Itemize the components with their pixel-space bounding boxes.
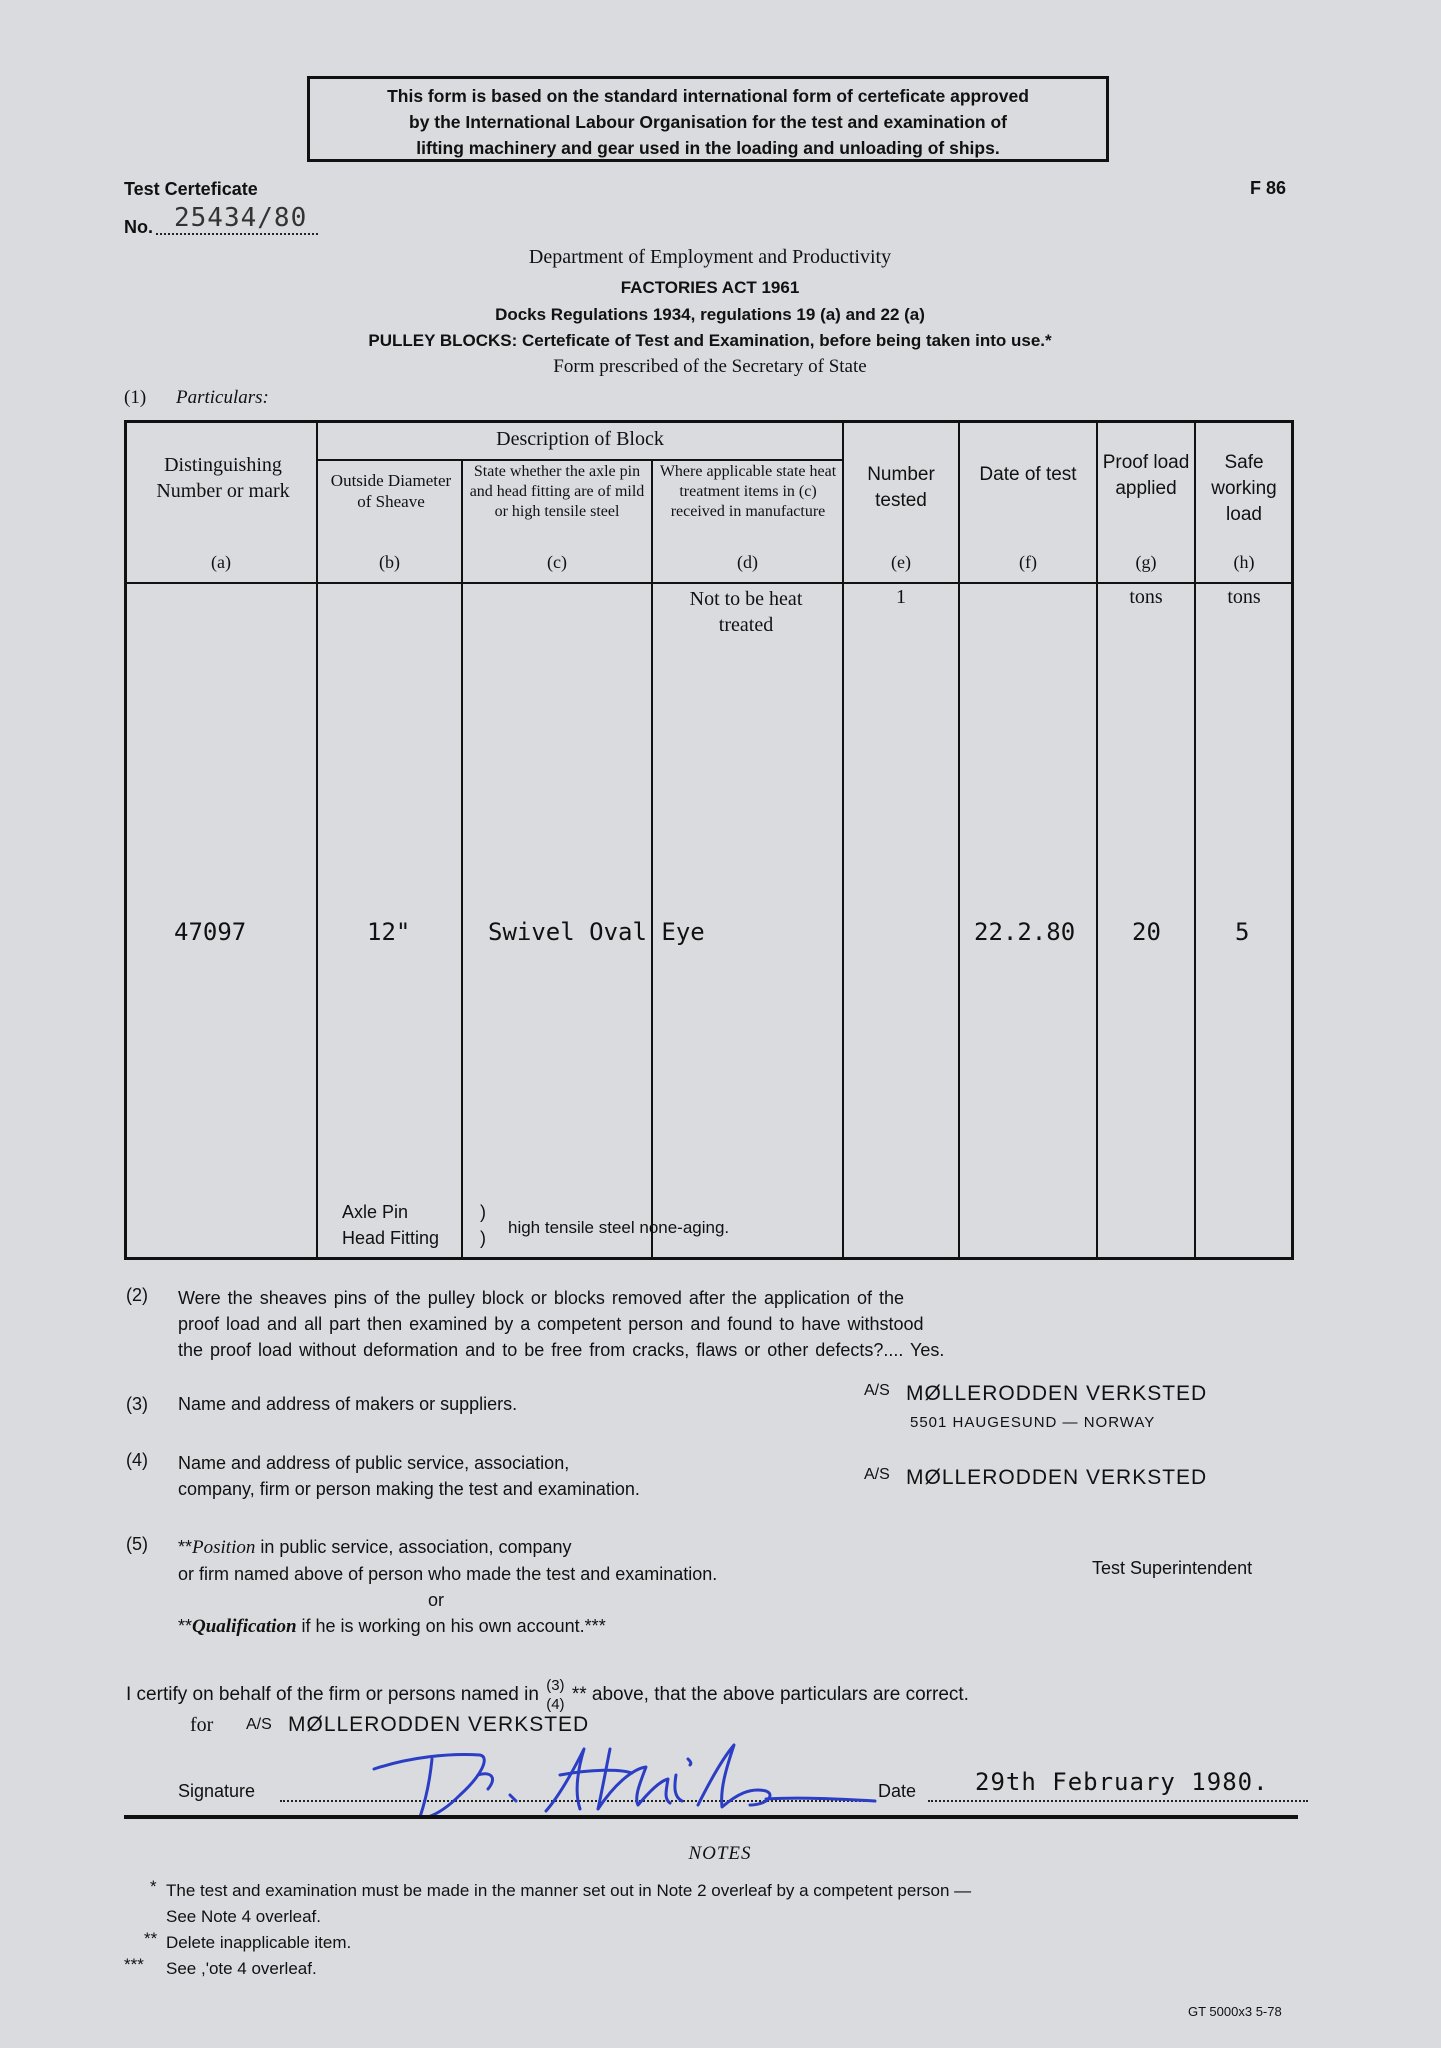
test-date-value: 22.2.80 [974,918,1076,946]
col-c-header: State whether the axle pin and head fitting are of mild or high tensile steel [469,463,645,520]
particulars-number: (1) [124,387,147,408]
q4-text [178,1450,640,1502]
note-3-mark: *** [124,1955,144,1974]
table-divider [316,420,318,1260]
safe-load-unit: tons [1227,586,1261,608]
notice-line-3: lifting machinery and gear used in the loading and unloading of ships. [416,138,1000,158]
col-a-header: Distinguishing Number or mark [156,454,290,502]
maker-address: 5501 HAUGESUND — NORWAY [910,1414,1156,1431]
for-label: for [190,1714,214,1736]
maker-company: MØLLERODDEN VERKSTED [906,1382,1208,1405]
form-code: F 86 [1250,178,1287,198]
q5-text [178,1534,717,1640]
particulars-label: Particulars: [176,387,269,408]
q5-line-2: or firm named above of person who made the test and examination. [178,1564,718,1584]
handwritten-signature [370,1735,890,1825]
col-g-letter: (g) [1135,552,1157,572]
signature-label: Signature [178,1781,256,1801]
axle-pin-label: Axle Pin [342,1202,409,1222]
as-mark: A/S [864,1382,890,1399]
date-line [928,1800,1308,1802]
for-company: MØLLERODDEN VERKSTED [288,1713,590,1736]
col-b-letter: (b) [379,552,400,572]
ilo-notice-box [307,76,1109,162]
col-h-letter: (h) [1233,552,1255,572]
distinguishing-mark-value: 47097 [174,918,247,946]
note-3-text: See ,'ote 4 overleaf. [166,1959,317,1978]
table-divider [316,459,844,461]
q2-line-2: proof load and all part then examined by a competent person and found to have withstood [178,1314,924,1334]
note-1-line-2: See Note 4 overleaf. [166,1907,321,1926]
note-2-text: Delete inapplicable item. [166,1933,352,1952]
q2-line-3: the proof load without deformation and to be free from cracks, flaws or other defects?.... Yes. [178,1340,945,1360]
q5-qualification-word: Qualification [192,1616,297,1637]
table-divider [124,582,1294,584]
particulars-table [124,420,1294,1260]
q5-or: or [428,1590,445,1610]
certify-statement [126,1676,969,1714]
bracket-paren: ) [480,1228,486,1248]
col-c-letter: (c) [547,552,567,572]
col-e-letter: (e) [891,552,911,572]
q5-line-3-rest: if he is working on his own account.*** [296,1616,606,1636]
no-label: No. [124,217,153,237]
col-e-header: Number tested [867,464,935,511]
q2-text [178,1285,944,1363]
notice-line-1: This form is based on the standard international form of certeficate approved [387,86,1029,106]
col-f-letter: (f) [1019,552,1037,572]
proof-load-unit: tons [1129,586,1163,608]
q4-line-1: Name and address of public service, association, [178,1453,570,1473]
col-b-header: Outside Diameter of Sheave [330,471,452,511]
position-answer: Test Superintendent [1092,1558,1253,1578]
prescribed-line: Form prescribed of the Secretary of State [553,356,867,377]
notes-list [124,1877,972,1982]
q2-line-1: Were the sheaves pins of the pulley block or blocks removed after the application of the [178,1288,905,1308]
steel-description-value: Swivel Oval Eye [488,918,705,946]
as-mark: A/S [864,1466,890,1483]
table-divider [1096,420,1098,1260]
col-a-letter: (a) [211,552,231,572]
q3-number: (3) [126,1394,148,1414]
sheave-diameter-value: 12" [367,918,411,946]
col-d-letter: (d) [737,552,758,572]
q2-number: (2) [126,1285,148,1305]
notes-title: NOTES [688,1843,752,1864]
table-divider [461,461,463,1260]
col-d-header: Where applicable state heat treatment items in (c) received in manufacture [659,463,837,520]
note-1-line-1: The test and examination must be made in the manner set out in Note 2 overleaf by a competent person — [166,1881,972,1900]
bracket-paren: ) [480,1202,486,1222]
pulley-blocks-title: PULLEY BLOCKS: Certeficate of Test and Examination, before being taken into use.* [368,331,1052,350]
as-mark: A/S [246,1716,272,1733]
note-2-mark: ** [144,1929,158,1948]
act-title: FACTORIES ACT 1961 [620,278,800,297]
q5-line-1-rest: in public service, association, company [255,1537,572,1557]
notice-line-2: by the International Labour Organisation for the test and examination of [409,112,1007,132]
examiner-company: MØLLERODDEN VERKSTED [906,1466,1208,1489]
certify-part-1: I certify on behalf of the firm or persons named in [126,1684,539,1706]
q4-number: (4) [126,1450,148,1470]
certificate-number: 25434/80 [156,203,318,235]
description-of-block-header: Description of Block [496,428,664,450]
signature-divider [124,1815,1298,1819]
table-divider [842,420,844,1260]
q5-stars: ** [178,1616,193,1636]
q5-position-word: Position [192,1537,256,1558]
department-title: Department of Employment and Productivity [528,246,892,268]
table-divider [1194,420,1196,1260]
col-h-header: Safe working load [1211,452,1277,525]
col-f-header: Date of test [979,464,1077,485]
date-label: Date [878,1781,917,1801]
note-1-mark: * [150,1877,157,1896]
heat-treatment-note: Not to be heat treated [689,588,803,636]
table-divider [958,420,960,1260]
regulations-title: Docks Regulations 1934, regulations 19 (a) and 22 (a) [495,305,925,324]
head-fitting-label: Head Fitting [342,1228,440,1248]
certify-ref-4: (4) [546,1696,565,1713]
table-divider [651,461,653,1260]
q5-stars: ** [178,1537,193,1557]
number-tested-value: 1 [896,586,906,608]
safe-working-load-value: 5 [1235,918,1250,946]
col-g-header: Proof load applied [1102,452,1190,499]
footer-code: GT 5000x3 5-78 [1188,2004,1282,2019]
date-value: 29th February 1980. [975,1768,1269,1796]
q3-label: Name and address of makers or suppliers. [178,1394,518,1414]
q5-number: (5) [126,1534,148,1554]
certify-ref-3: (3) [546,1677,565,1694]
steel-note: high tensile steel none-aging. [508,1218,730,1237]
proof-load-value: 20 [1132,918,1161,946]
certify-part-2: ** above, that the above particulars are correct. [571,1684,969,1706]
q4-line-2: company, firm or person making the test and examination. [178,1479,640,1499]
test-certificate-label: Test Certeficate [124,179,258,199]
